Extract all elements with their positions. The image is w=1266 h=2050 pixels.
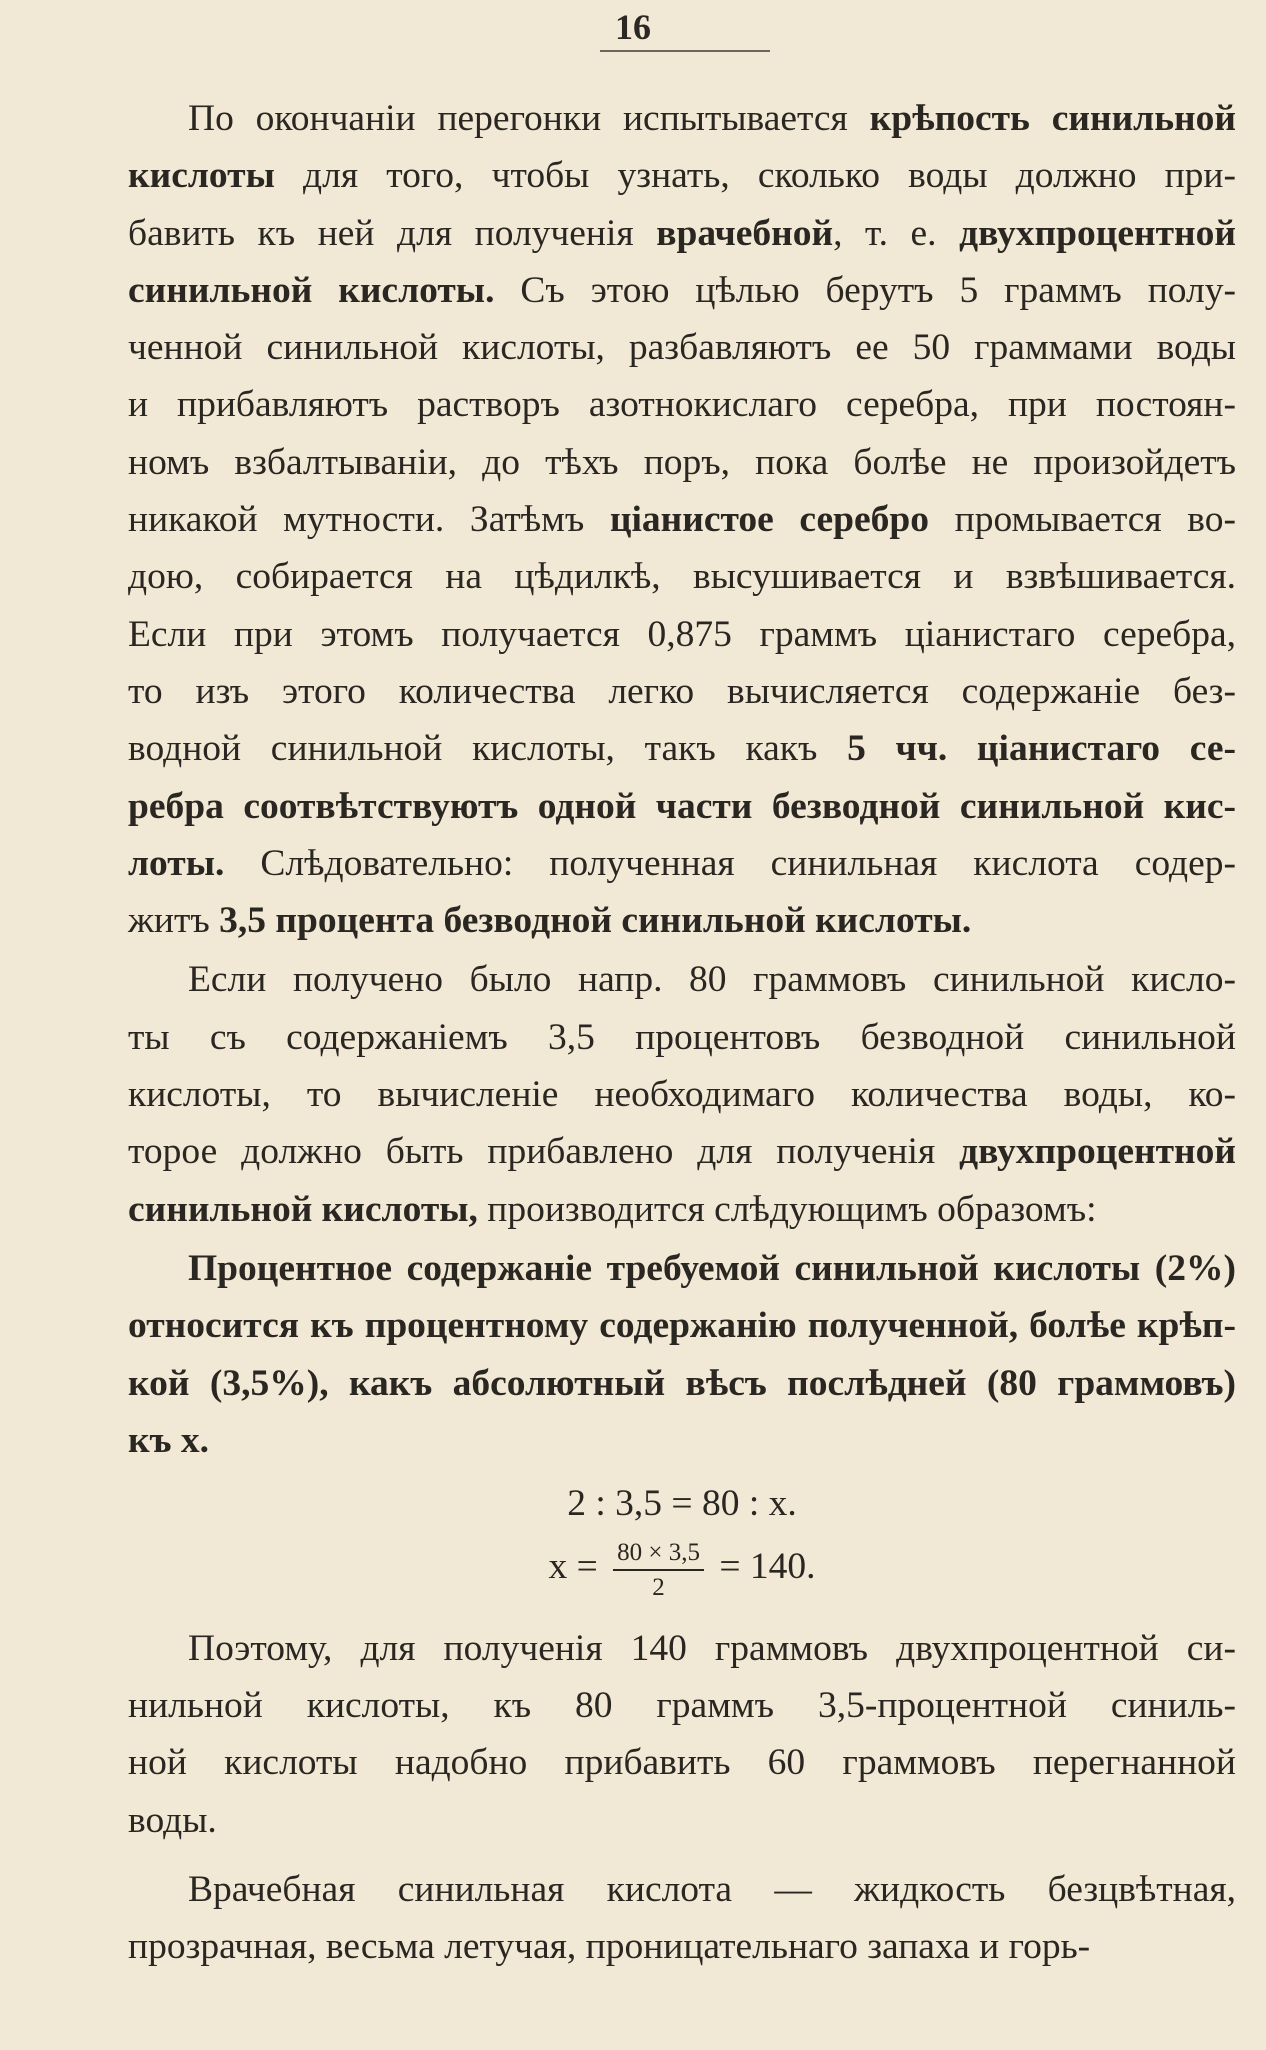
- text-line: [128, 1792, 1236, 1849]
- bold-text: синильной кислоты,: [128, 1188, 478, 1230]
- text-before-equations: [128, 90, 1236, 1469]
- text-run: нильной кислоты, къ 80 граммъ 3,5-процентной синиль-: [128, 1685, 1236, 1727]
- text-run: Если при этомъ получается 0,875 граммъ ціанистаго серебра,: [128, 613, 1236, 655]
- header-rule: [600, 50, 770, 52]
- text-run: номъ взбалтываніи, до тѣхъ поръ, пока болѣе не произойдетъ: [128, 441, 1236, 483]
- text-line: [128, 1677, 1236, 1734]
- text-line: [128, 892, 1236, 949]
- paragraph: [128, 1620, 1236, 1849]
- text-run: , т. е.: [833, 212, 960, 254]
- text-run: Если получено было напр. 80 граммовъ синильной кисло-: [188, 959, 1236, 1001]
- bold-text: ребра соотвѣтствуютъ одной части безводной синильной кис-: [128, 785, 1236, 827]
- bold-text: Процентное содержаніе требуемой синильной кислоты (2%): [188, 1247, 1236, 1289]
- text-run: и прибавляютъ растворъ азотнокислаго серебра, при постоян-: [128, 384, 1236, 426]
- equation-lhs: x =: [548, 1546, 598, 1588]
- bold-text: крѣпость синильной: [869, 98, 1237, 139]
- text-run: ной кислоты надобно прибавить 60 граммовъ перегнанной: [128, 1742, 1236, 1784]
- text-run: то изъ этого количества легко вычисляется содержаніе без-: [128, 670, 1236, 712]
- text-line: [128, 778, 1236, 835]
- text-line: [128, 1412, 1236, 1469]
- text-run: воды.: [128, 1799, 217, 1841]
- equation-solution: [128, 1538, 1236, 1599]
- text-line: [128, 1181, 1236, 1238]
- text-run: житъ: [128, 900, 220, 942]
- text-after-equations: [128, 1620, 1236, 1976]
- text-line: [128, 90, 1236, 147]
- bold-text: 3,5 процента безводной синильной кислоты.: [219, 900, 972, 942]
- text-line: [128, 1066, 1236, 1123]
- text-run: никакой мутности. Затѣмъ: [128, 499, 610, 541]
- text-run: торое должно быть прибавлено для полученія: [128, 1131, 960, 1173]
- text-run: промывается во-: [929, 499, 1236, 541]
- text-run: бавить къ ней для полученія: [128, 212, 657, 254]
- text-line: [128, 1123, 1236, 1180]
- text-run: Слѣдовательно: полученная синильная кислота содер-: [224, 842, 1236, 884]
- bold-text: врачебной: [656, 212, 834, 254]
- text-run: прозрачная, весьма летучая, проницательнаго запаха и горь-: [128, 1926, 1091, 1968]
- text-line: [128, 720, 1236, 777]
- bold-text: 5 чч. ціанистаго се-: [847, 728, 1236, 770]
- text-line: [128, 835, 1236, 892]
- page-number: 16: [615, 7, 651, 47]
- text-line: [128, 1734, 1236, 1791]
- text-run: Поэтому, для полученія 140 граммовъ двухпроцентной си-: [188, 1627, 1236, 1669]
- fraction-numerator: 80 × 3,5: [613, 1540, 704, 1571]
- text-run: По окончаніи перегонки испытывается: [188, 98, 870, 139]
- bold-text: лоты.: [128, 842, 225, 884]
- fraction: [613, 1540, 704, 1600]
- text-run: производится слѣдующимъ образомъ:: [477, 1188, 1097, 1230]
- paragraph: [128, 1861, 1236, 1976]
- text-run: Съ этою цѣлью берутъ 5 граммъ полу-: [494, 269, 1236, 311]
- bold-text: двухпроцентной: [959, 212, 1236, 254]
- page-body: [128, 90, 1236, 1976]
- bold-text: относится къ процентному содержанію полученной, болѣе крѣп-: [128, 1305, 1236, 1347]
- paragraph: [128, 1240, 1236, 1469]
- text-run: ты съ содержаніемъ 3,5 процентовъ безводной синильной: [128, 1016, 1236, 1058]
- text-line: [128, 1918, 1236, 1975]
- bold-text: къ x.: [128, 1419, 209, 1461]
- bold-text: ціанистое серебро: [609, 499, 930, 541]
- text-line: [128, 663, 1236, 720]
- paragraph: [128, 90, 1236, 949]
- text-line: [128, 548, 1236, 605]
- bold-text: кой (3,5%), какъ абсолютный вѣсъ послѣдней (80 граммовъ): [128, 1362, 1236, 1404]
- text-line: [128, 951, 1236, 1008]
- text-line: [128, 1297, 1236, 1354]
- fraction-denominator: 2: [652, 1573, 665, 1601]
- text-line: [128, 1009, 1236, 1066]
- text-line: [128, 319, 1236, 376]
- text-line: [128, 205, 1236, 262]
- text-run: ченной синильной кислоты, разбавляютъ ее 50 граммами воды: [128, 327, 1236, 369]
- text-line: [128, 491, 1236, 548]
- text-run: Врачебная синильная кислота — жидкость безцвѣтная,: [188, 1869, 1236, 1910]
- text-run: водной синильной кислоты, такъ какъ: [128, 728, 848, 770]
- text-line: [128, 606, 1236, 663]
- text-line: [128, 1355, 1236, 1412]
- text-run: кислоты, то вычисленіе необходимаго количества воды, ко-: [128, 1074, 1236, 1116]
- text-run: дою, собирается на цѣдилкѣ, высушивается и взвѣшивается.: [128, 556, 1236, 598]
- text-line: [128, 376, 1236, 433]
- text-line: [128, 1620, 1236, 1677]
- text-line: [128, 1240, 1236, 1297]
- paragraph: [128, 951, 1236, 1237]
- text-run: для того, чтобы узнать, сколько воды должно при-: [274, 155, 1236, 197]
- bold-text: синильной кислоты.: [128, 269, 495, 311]
- text-line: [128, 1861, 1236, 1918]
- text-line: [128, 262, 1236, 319]
- text-line: [128, 147, 1236, 204]
- equation-proportion: 2 : 3,5 = 80 : x.: [567, 1483, 797, 1525]
- text-line: [128, 434, 1236, 491]
- bold-text: кислоты: [128, 155, 275, 197]
- equation-rhs: = 140.: [719, 1546, 816, 1588]
- bold-text: двухпроцентной: [959, 1131, 1236, 1173]
